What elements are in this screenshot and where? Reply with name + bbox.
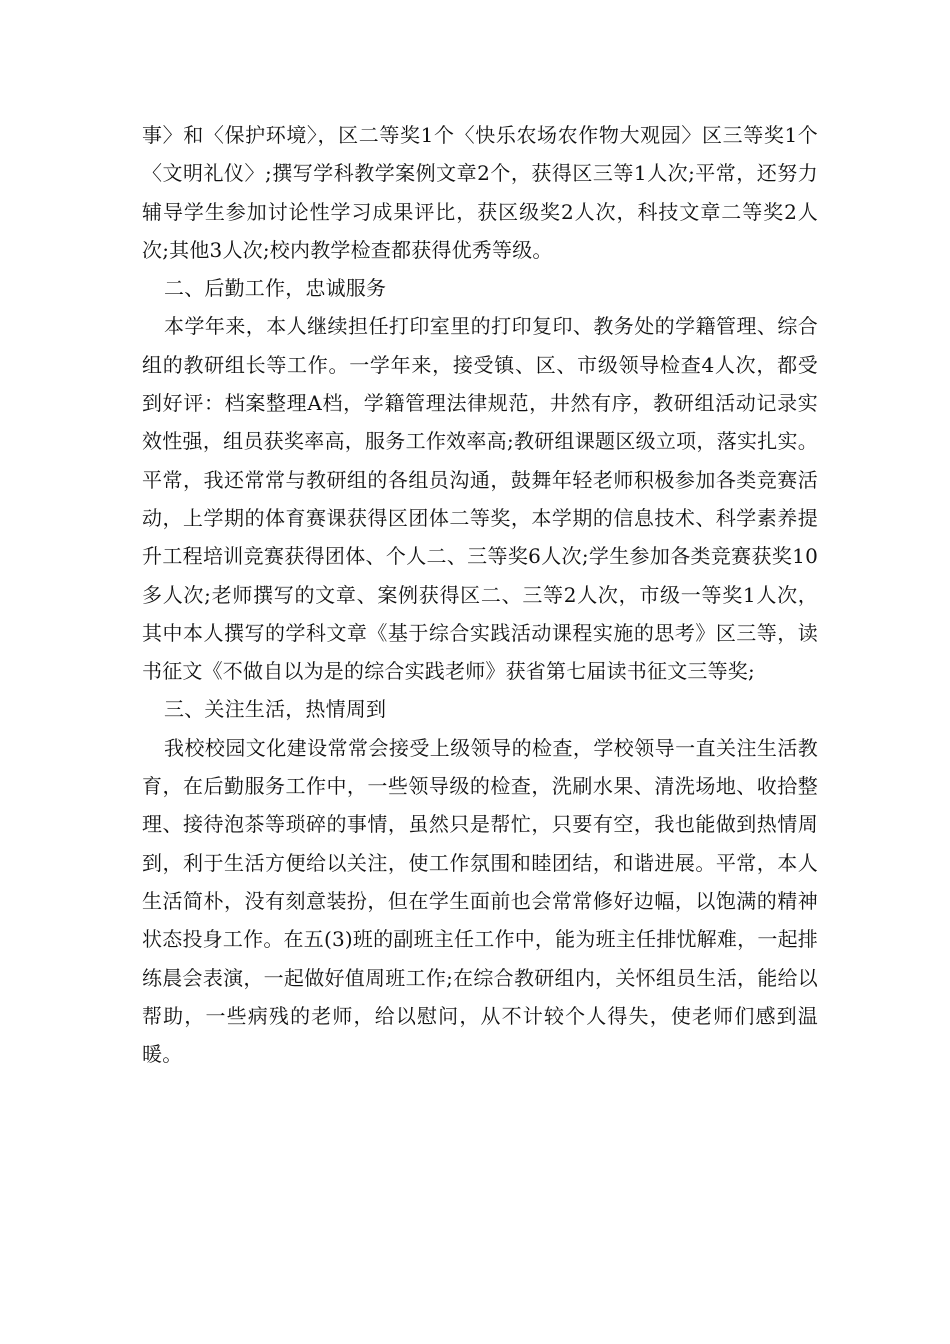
section-heading-life-care: 三、关注生活，热情周到 bbox=[164, 697, 387, 722]
section-heading-logistics: 二、后勤工作，忠诚服务 bbox=[164, 276, 387, 301]
document-body bbox=[142, 116, 818, 1073]
paragraph-life-care: 我校校园文化建设常常会接受上级领导的检查，学校领导一直关注生活教育，在后勤服务工作中，一些领导级的检查，洗刷水果、清洗场地、收拾整理、接待泡茶等琐碎的事情，虽然只是帮忙，只要有空，我也能做到热情周到，利于生活方便给以关注，使工作氛围和睦团结，和谐进展。平常，本人生活简朴，没有刻意装扮，但在学生面前也会常常修好边幅，以饱满的精神状态投身工作。在五(3)班的副班主任工作中，能为班主任排忧解难，一起排练晨会表演，一起做好值周班工作;在综合教研组内，关怀组员生活，能给以帮助，一些病残的老师，给以慰问，从不计较个人得失，使老师们感到温暖。 bbox=[142, 735, 818, 1067]
paragraph-logistics-work: 本学年来，本人继续担任打印室里的打印复印、教务处的学籍管理、综合组的教研组长等工作。一学年来，接受镇、区、市级领导检查4人次，都受到好评：档案整理A档，学籍管理法律规范，井然有序，教研组活动记录实效性强，组员获奖率高，服务工作效率高;教研组课题区级立项，落实扎实。平常，我还常常与教研组的各组员沟通，鼓舞年轻老师积极参加各类竞赛活动，上学期的体育赛课获得区团体二等奖，本学期的信息技术、科学素养提升工程培训竞赛获得团体、个人二、三等奖6人次;学生参加各类竞赛获奖10多人次;老师撰写的文章、案例获得区二、三等2人次，市级一等奖1人次，其中本人撰写的学科文章《基于综合实践活动课程实施的思考》区三等，读书征文《不做自以为是的综合实践老师》获省第七届读书征文三等奖; bbox=[142, 314, 818, 684]
paragraph-awards-continued: 事〉和〈保护环境〉，区二等奖1个〈快乐农场农作物大观园〉区三等奖1个〈文明礼仪〉;撰写学科教学案例文章2个，获得区三等1人次;平常，还努力辅导学生参加讨论性学习成果评比，获区级奖2人次，科技文章二等奖2人次;其他3人次;校内教学检查都获得优秀等级。 bbox=[142, 123, 818, 262]
